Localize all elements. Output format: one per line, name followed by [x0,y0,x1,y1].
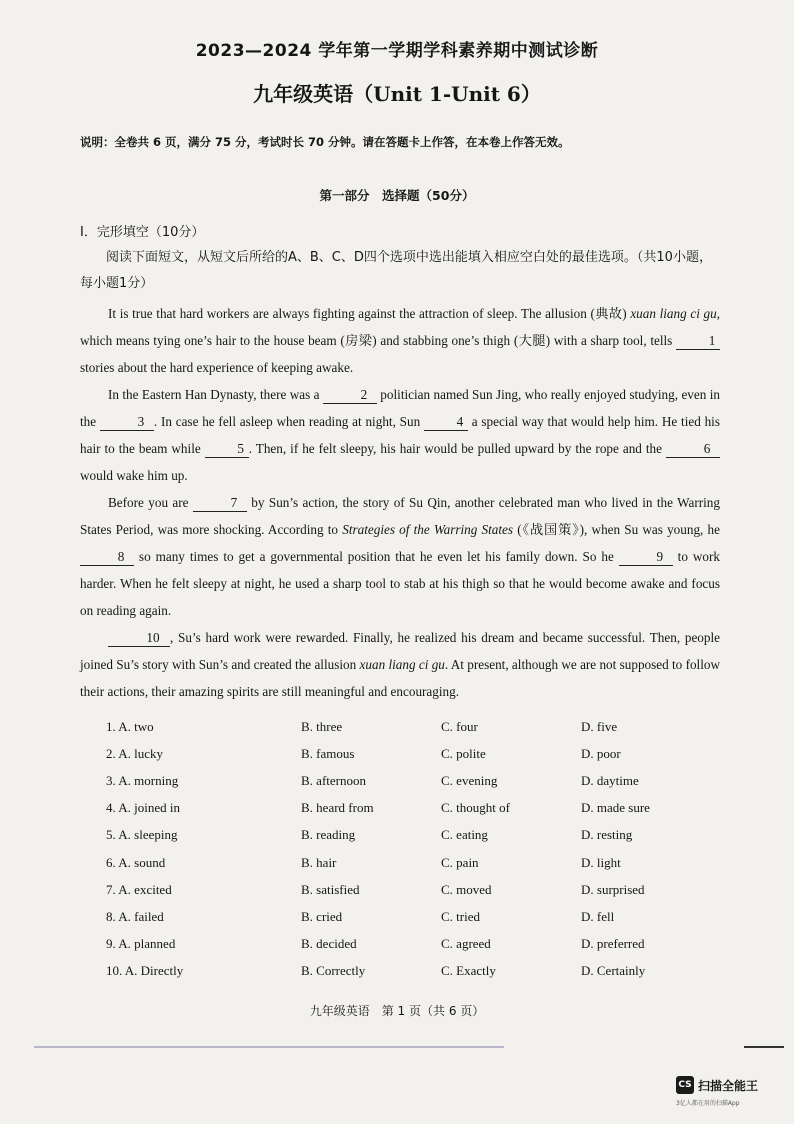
option-b: B. satisfied [301,881,360,897]
option-a: 5. A. sleeping [106,827,178,843]
option-c: C. four [441,718,478,734]
option-row-9 [106,931,746,958]
passage-text: . Then, if he felt sleepy, his hair would be pulled upward by the rope and the [248,441,667,456]
scan-artifact-line [34,1046,504,1048]
passage-text: In the Eastern Han Dynasty, there was a [108,387,323,402]
option-c: C. pain [441,854,479,870]
page-footer: 九年级英语 第 1 页（共 6 页） [309,1004,485,1018]
option-b: B. hair [301,854,337,870]
exam-title: 2023—2024 学年第一学期学科素养期中测试诊断 [195,41,599,61]
answer-options [106,713,746,985]
option-c: C. thought of [441,800,510,816]
option-row-4 [106,795,746,822]
passage-text: by Sun’s action, the story of Su Qin, another celebrated man who lived in the Warring States Period, was more shocking. According to [80,495,720,537]
passage-text: politician named Sun Jing, who really enjoyed studying, even in the [80,387,720,429]
passage-paragraph-1 [80,300,720,381]
option-b: B. three [301,718,343,734]
option-d: D. poor [581,745,621,761]
blank-8: 8 [80,549,134,566]
option-c: C. agreed [441,936,491,952]
option-row-8 [106,903,746,930]
option-c: C. tried [441,908,480,924]
option-row-5 [106,822,746,849]
section-directions: 阅读下面短文，从短文后所给的A、B、C、D四个选项中选出能填入相应空白处的最佳选项。（共10小题，每小题1分） [80,250,712,291]
exam-instructions: 说明：全卷共 6 页，满分 75 分，考试时长 70 分钟。请在答题卡上作答，在本卷上作答无效。 [80,135,570,149]
option-row-3 [106,767,746,794]
scanner-tagline: 3亿人都在用的扫描App [676,1100,740,1107]
blank-1: 1 [676,333,720,350]
part-one-title: 第一部分 选择题（50分） [319,188,475,203]
scanner-watermark [676,1076,786,1110]
option-c: C. evening [441,772,498,788]
option-b: B. heard from [301,800,374,816]
option-b: B. afternoon [301,772,366,788]
option-a: 1. A. two [106,718,154,734]
blank-5: 5 [205,441,249,458]
passage-text: stories about the hard experience of keeping awake. [80,360,354,375]
blank-4: 4 [424,414,468,431]
blank-3: 3 [100,414,154,431]
passage-text: to work harder. When he felt sleepy at night, he used a sharp tool to stab at his thigh so that he would become awake and focus on reading again. [80,549,720,618]
subject-title: 九年级英语（Unit 1-Unit 6） [253,82,541,106]
option-a: 4. A. joined in [106,800,181,816]
section-title: Ⅰ．完形填空（10分） [80,225,205,240]
blank-9: 9 [619,549,673,566]
passage-paragraph-2 [80,381,720,489]
passage-italic: xuan liang ci gu [359,657,445,672]
option-c: C. Exactly [441,963,496,979]
option-c: C. moved [441,881,492,897]
passage-text: , which means tying one’s hair to the house beam (房梁) and stabbing one’s thigh (大腿) with a sharp tool, tells [80,306,720,348]
passage-text: (《战国策》), when Su was young, he [513,522,720,537]
blank-10: 10 [108,630,170,647]
passage-text: Before you are [108,495,193,510]
cloze-passage [80,300,720,705]
blank-7: 7 [193,495,247,512]
option-a: 3. A. morning [106,772,179,788]
blank-6: 6 [666,441,720,458]
option-a: 2. A. lucky [106,745,164,761]
option-row-7 [106,876,746,903]
option-d: D. five [581,718,618,734]
passage-paragraph-4 [80,624,720,705]
option-row-10 [106,958,746,985]
option-row-1 [106,713,746,740]
passage-text: a special way that would help him. He tied his hair to the beam while [80,414,720,456]
passage-text: It is true that hard workers are always fighting against the attraction of sleep. The allusion (典故) [108,306,631,321]
blank-2: 2 [323,387,377,404]
option-row-6 [106,849,746,876]
option-b: B. reading [301,827,356,843]
option-c: C. eating [441,827,488,843]
option-b: B. cried [301,908,343,924]
passage-text: . At present, although we are not supposed to follow their actions, their amazing spirits are still meaningful and encouraging. [80,657,721,699]
passage-text: , Su’s hard work were rewarded. Finally, he realized his dream and became successful. Then, people joined Su’s story with Sun’s and created the allusion [80,630,720,672]
scanner-app-name: 扫描全能王 [698,1079,759,1093]
passage-text: would wake him up. [80,468,188,483]
passage-italic: Strategies of the Warring States [342,522,514,537]
passage-text: . In case he fell asleep when reading at night, Sun [153,414,424,429]
option-d: D. Certainly [581,963,646,979]
option-b: B. famous [301,745,355,761]
camscanner-icon: CS [676,1076,694,1094]
passage-italic: xuan liang ci gu [630,306,717,321]
option-b: B. Correctly [301,963,366,979]
option-d: D. light [581,854,621,870]
option-a: 8. A. failed [106,908,164,924]
option-a: 10. A. Directly [106,963,184,979]
option-b: B. decided [301,936,357,952]
option-d: D. surprised [581,881,645,897]
passage-paragraph-3 [80,489,720,624]
option-d: D. preferred [581,936,645,952]
option-d: D. daytime [581,772,639,788]
option-c: C. polite [441,745,486,761]
passage-text: so many times to get a governmental position that he even let his family down. So he [134,549,619,564]
option-a: 7. A. excited [106,881,172,897]
option-d: D. resting [581,827,633,843]
option-d: D. fell [581,908,615,924]
option-d: D. made sure [581,800,650,816]
option-row-2 [106,740,746,767]
scan-artifact-line [744,1046,784,1048]
option-a: 6. A. sound [106,854,166,870]
option-a: 9. A. planned [106,936,176,952]
